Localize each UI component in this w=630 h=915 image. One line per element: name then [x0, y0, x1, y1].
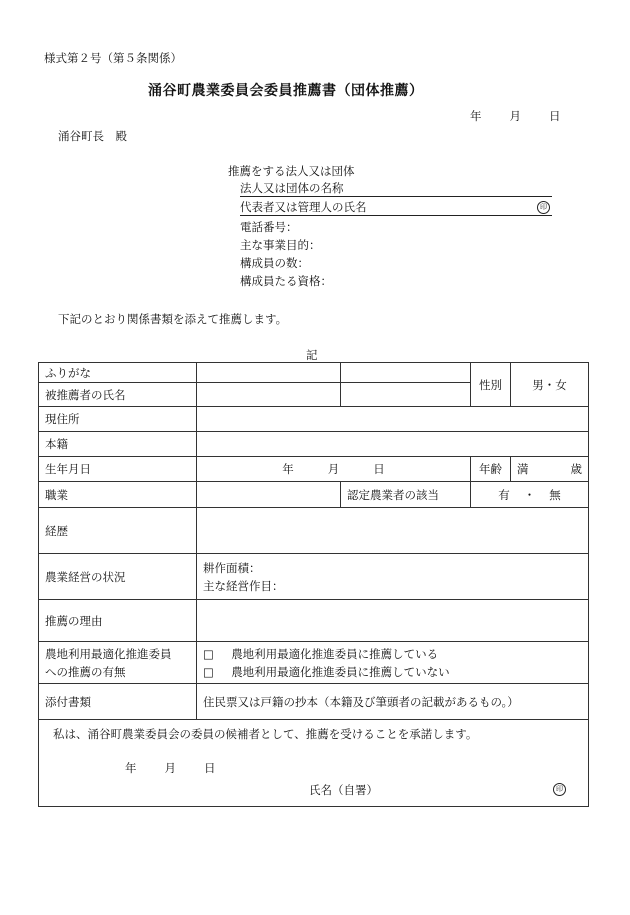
career-label: 経歴	[39, 508, 197, 554]
ki-label: 記	[306, 348, 318, 362]
rep-name-line	[240, 199, 552, 216]
opt-yes-checkbox[interactable]: □	[203, 646, 214, 661]
optimization-field	[197, 642, 589, 684]
job-field[interactable]	[197, 482, 341, 508]
signature-label: 氏名（自署）	[309, 783, 378, 797]
consent-text: 私は、涌谷町農業委員会の委員の候補者として、推薦を受けることを承諾します。	[53, 727, 478, 741]
recommendation-table	[38, 362, 589, 807]
age-sai: 歳	[570, 462, 582, 476]
attach-value: 住民票又は戸籍の抄本（本籍及び筆頭者の記載があるもの。）	[197, 684, 589, 720]
consent-day: 日	[204, 761, 216, 775]
rep-name-label: 代表者又は管理人の氏名	[240, 200, 367, 214]
opt-yes-label: 農地利用最適化推進委員に推薦している	[231, 646, 439, 661]
certified-value[interactable]	[471, 482, 589, 508]
consent-year: 年	[125, 761, 137, 775]
page-title: 涌谷町農業委員会委員推薦書（団体推薦）	[148, 83, 424, 99]
birth-month: 月	[327, 462, 340, 476]
certified-dot: ・	[523, 487, 536, 502]
certified-yes: 有	[498, 487, 510, 502]
optimization-label	[39, 642, 197, 684]
date-year: 年	[470, 109, 482, 123]
furigana-label: ふりがな	[39, 363, 197, 383]
consent-cell	[39, 720, 589, 807]
farm-status-field[interactable]	[197, 554, 589, 600]
addressee: 涌谷町長 殿	[58, 129, 127, 143]
farm-crops-label: 主な経営作目：	[203, 578, 284, 593]
nominee-name-field-1[interactable]	[197, 383, 341, 407]
date-month: 月	[509, 109, 521, 123]
reason-label: 推薦の理由	[39, 600, 197, 642]
address-field[interactable]	[197, 407, 589, 432]
signature-seal-icon: 印	[553, 783, 566, 796]
certified-no: 無	[549, 487, 561, 502]
age-label: 年齢	[471, 457, 511, 482]
opt-no-checkbox[interactable]: □	[203, 664, 214, 679]
opt-yes-option[interactable]	[203, 645, 582, 663]
reason-field[interactable]	[197, 600, 589, 642]
birth-year: 年	[282, 462, 294, 476]
age-man: 満	[517, 462, 529, 476]
intro-text: 下記のとおり関係書類を添えて推薦します。	[58, 312, 288, 326]
birth-day: 日	[373, 462, 385, 476]
nominee-name-label: 被推薦者の氏名	[39, 383, 197, 407]
header-date	[470, 108, 561, 124]
nominee-name-field-2[interactable]	[341, 383, 471, 407]
address-label: 現住所	[39, 407, 197, 432]
members-count-label: 構成員の数：	[240, 256, 309, 270]
birth-date-field[interactable]	[197, 457, 471, 482]
consent-date[interactable]	[125, 760, 216, 776]
job-label: 職業	[39, 482, 197, 508]
org-name-line	[240, 180, 552, 197]
date-day: 日	[549, 109, 561, 123]
members-qual-label: 構成員たる資格：	[240, 274, 332, 288]
opt-no-option[interactable]	[203, 663, 582, 681]
career-field[interactable]	[197, 508, 589, 554]
seal-icon: 印	[537, 201, 550, 214]
furigana-field-2[interactable]	[341, 363, 471, 383]
attach-label: 添付書類	[39, 684, 197, 720]
sex-value[interactable]: 男・女	[511, 363, 589, 407]
birth-label: 生年月日	[39, 457, 197, 482]
recommender-heading: 推薦をする法人又は団体	[228, 164, 355, 178]
honseki-label: 本籍	[39, 432, 197, 457]
optimization-label-line-2: への推薦の有無	[45, 664, 126, 679]
optimization-label-line-1: 農地利用最適化推進委員	[45, 646, 172, 661]
certified-label: 認定農業者の該当	[341, 482, 471, 508]
org-name-label: 法人又は団体の名称	[240, 181, 344, 195]
farm-area-label: 耕作面積：	[203, 560, 261, 575]
farm-status-label: 農業経営の状況	[39, 554, 197, 600]
phone-label: 電話番号：	[240, 220, 298, 234]
consent-month: 月	[164, 761, 176, 775]
form-number: 様式第２号（第５条関係）	[44, 51, 182, 65]
furigana-field-1[interactable]	[197, 363, 341, 383]
purpose-label: 主な事業目的：	[240, 238, 321, 252]
sex-label: 性別	[471, 363, 511, 407]
honseki-field[interactable]	[197, 432, 589, 457]
age-field[interactable]	[511, 457, 589, 482]
opt-no-label: 農地利用最適化推進委員に推薦していない	[231, 664, 450, 679]
